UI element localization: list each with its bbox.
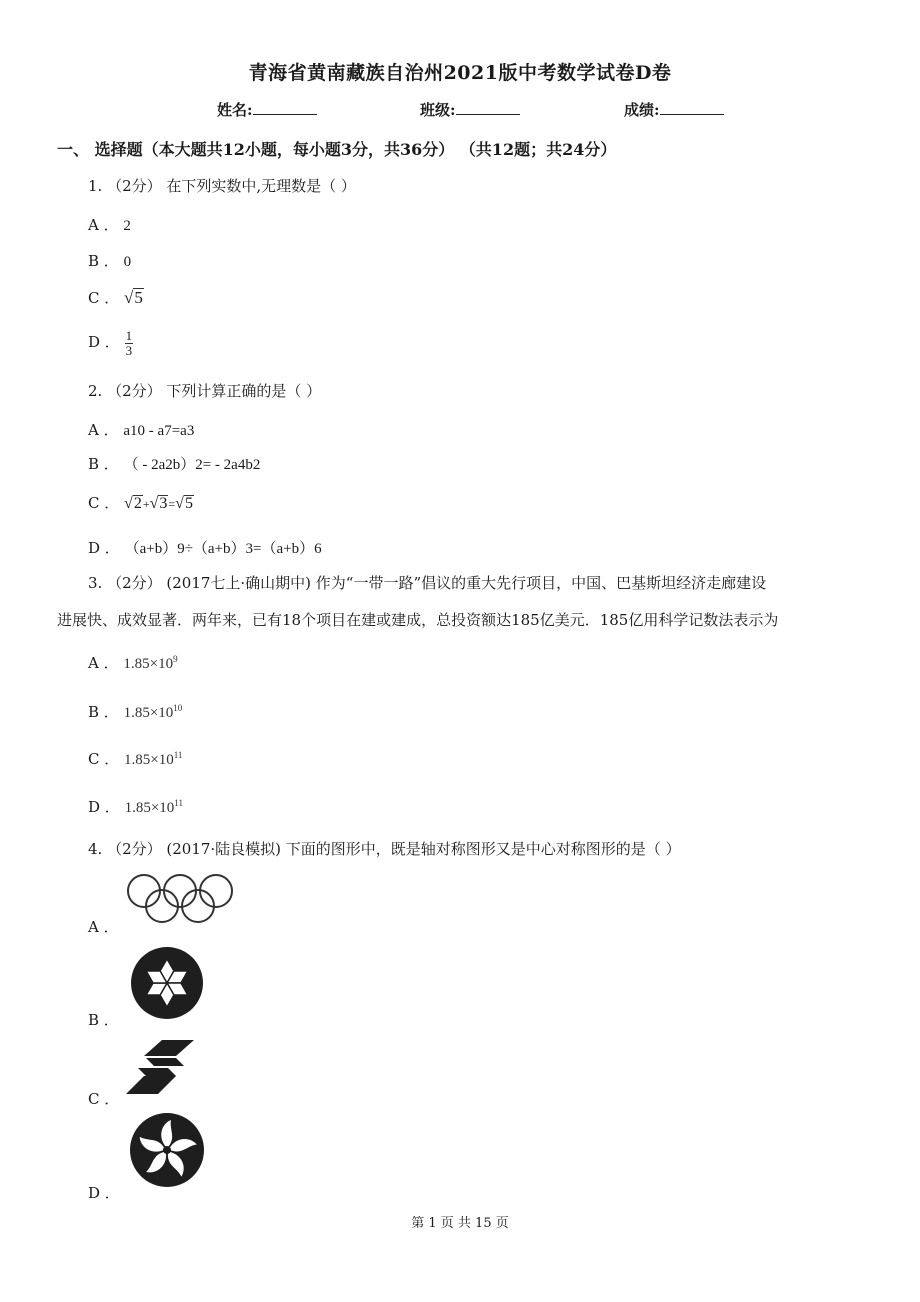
option-content: 2 — [123, 218, 131, 234]
denominator: 3 — [125, 342, 133, 358]
option-letter: A ． — [88, 421, 119, 439]
plus-sign: + — [142, 497, 150, 511]
score-field — [624, 99, 724, 120]
q1-option-d — [88, 329, 133, 357]
option-letter: C ． — [88, 289, 120, 307]
name-field — [217, 99, 317, 120]
option-letter: B ． — [88, 252, 119, 270]
q4-option-a-letter: A ． — [88, 918, 119, 936]
q3-option-c — [88, 748, 182, 769]
class-label: 班级: — [420, 101, 456, 119]
scientific-notation — [124, 705, 183, 721]
option-letter: A ． — [88, 654, 119, 672]
base: 1.85×10 — [124, 752, 174, 768]
radicand: 2 — [133, 495, 142, 512]
option-content: 0 — [123, 254, 132, 270]
radicand: 5 — [134, 288, 143, 307]
base: 1.85×10 — [124, 800, 175, 816]
option-letter: D ． — [88, 539, 120, 557]
radicand: 5 — [184, 495, 193, 512]
q2-option-b — [88, 453, 260, 474]
sqrt-sum-expression: √2+√3=√5 — [124, 495, 193, 512]
q2-option-a — [88, 419, 194, 440]
scientific-notation — [125, 800, 183, 816]
option-letter: C ． — [88, 750, 120, 768]
exponent: 11 — [173, 750, 183, 760]
olympic-rings-icon — [124, 872, 236, 926]
q4-option-c-letter: C ． — [88, 1090, 120, 1108]
scientific-notation — [124, 752, 182, 768]
scientific-notation — [123, 656, 177, 672]
question-4: 4. （2分） (2017·陆良模拟) 下面的图形中，既是轴对称图形又是中心对称图形的是（ ） — [88, 840, 681, 858]
score-label: 成绩: — [624, 101, 660, 119]
q3-option-d — [88, 796, 183, 817]
q4-option-b-letter: B ． — [88, 1011, 119, 1029]
bauhinia-flower-emblem-icon — [127, 1112, 207, 1188]
sqrt-expression: √5 — [124, 288, 143, 307]
base: 1.85×10 — [123, 705, 174, 721]
option-letter: B ． — [88, 703, 119, 721]
q1-option-c — [88, 287, 144, 308]
section-heading: 一、 选择题（本大题共12小题，每小题3分，共36分） （共12题；共24分） — [57, 140, 617, 159]
q3-option-a — [88, 652, 178, 673]
equals-sign: = — [168, 497, 176, 511]
page-title: 青海省黄南藏族自治州2021版中考数学试卷D卷 — [248, 62, 672, 84]
q2-option-c — [88, 492, 194, 513]
question-3-line-2: 进展快、成效显著．两年来，已有18个项目在建或建成，总投资额达185亿美元．185亿用科学记数法表示为 — [57, 611, 779, 629]
question-1: 1. （2分） 在下列实数中,无理数是（ ） — [88, 177, 356, 195]
name-blank — [253, 100, 317, 115]
option-letter: D ． — [88, 333, 120, 352]
question-3-line-1: 3. （2分） (2017七上·确山期中) 作为“一带一路”倡议的重大先行项目，中国、巴基斯坦经济走廊建设 — [88, 574, 767, 592]
class-blank — [456, 100, 520, 115]
base: 1.85×10 — [123, 656, 174, 672]
radicand: 3 — [159, 495, 168, 512]
page-footer: 第 1 页 共 15 页 — [411, 1216, 509, 1231]
score-blank — [660, 100, 724, 115]
exponent: 11 — [174, 798, 183, 808]
option-content: a10 - a7=a3 — [123, 423, 195, 439]
option-letter: D ． — [88, 798, 120, 816]
q2-option-d — [88, 537, 322, 558]
option-letter: A ． — [88, 216, 119, 234]
class-field — [420, 99, 520, 120]
option-letter: C ． — [88, 494, 120, 512]
question-2: 2. （2分） 下列计算正确的是（ ） — [88, 382, 322, 400]
option-letter: B ． — [88, 455, 119, 473]
cube-star-emblem-icon — [127, 946, 207, 1020]
name-label: 姓名: — [217, 101, 253, 119]
fraction — [125, 329, 134, 357]
q1-option-b — [88, 250, 131, 271]
q4-option-d-letter: D ． — [88, 1184, 120, 1202]
option-content: （a+b）9÷（a+b）3=（a+b）6 — [124, 541, 322, 557]
s-letter-logo-icon — [124, 1038, 198, 1096]
exponent: 9 — [173, 654, 178, 664]
q1-option-a — [88, 214, 131, 235]
numerator: 1 — [125, 328, 133, 343]
exponent: 10 — [173, 703, 183, 713]
q3-option-b — [88, 701, 182, 722]
option-content: （ - 2a2b）2= - 2a4b2 — [123, 457, 261, 473]
